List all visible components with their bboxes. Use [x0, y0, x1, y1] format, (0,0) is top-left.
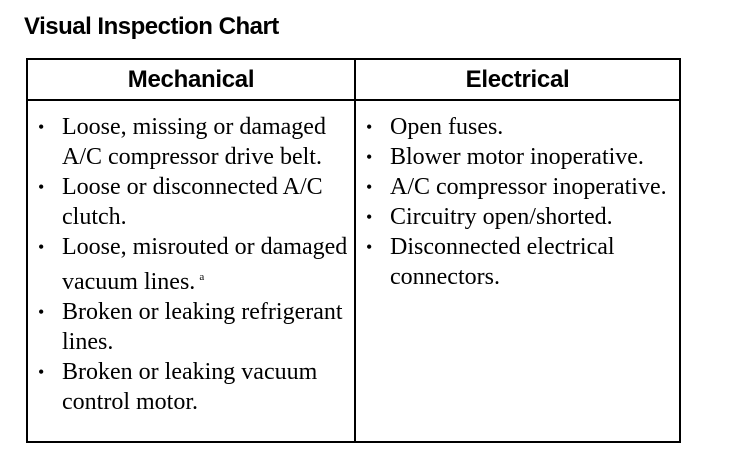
column-divider — [354, 60, 356, 441]
inspection-table — [26, 58, 681, 443]
list-item — [364, 142, 674, 172]
list-item-text: Disconnected electrical connectors. — [390, 234, 615, 290]
bullet-icon: • — [366, 207, 373, 227]
list-item — [36, 112, 352, 172]
list-item — [36, 232, 352, 297]
list-item-text: Blower motor inoperative. — [390, 144, 644, 170]
bullet-icon: • — [38, 117, 45, 137]
list-item — [36, 297, 352, 357]
bullet-icon: • — [366, 147, 373, 167]
bullet-icon: • — [366, 177, 373, 197]
list-item — [364, 172, 674, 202]
list-item — [364, 232, 674, 292]
list-item-text: Broken or leaking refrigerant lines. — [62, 299, 343, 355]
list-item — [36, 172, 352, 232]
header-mechanical: Mechanical — [127, 66, 255, 93]
bullet-icon: • — [38, 362, 45, 382]
chart-title: Visual Inspection Chart — [24, 13, 279, 40]
bullet-icon: • — [38, 237, 45, 257]
mechanical-list — [36, 112, 352, 417]
list-item-text: Open fuses. — [390, 114, 504, 140]
bullet-icon: • — [38, 177, 45, 197]
list-item-text: A/C compressor inoperative. — [390, 174, 667, 200]
footnote-mark: a — [199, 271, 205, 283]
list-item-text: Loose, missing or damaged A/C compressor drive belt. — [62, 114, 326, 170]
list-item — [36, 357, 352, 417]
list-item-text: Circuitry open/shorted. — [390, 204, 613, 230]
list-item-text: Loose, misrouted or damaged vacuum lines. — [62, 234, 348, 295]
header-electrical: Electrical — [465, 66, 570, 93]
list-item-text: Broken or leaking vacuum control motor. — [62, 359, 318, 415]
list-item — [364, 202, 674, 232]
bullet-icon: • — [38, 302, 45, 322]
bullet-icon: • — [366, 237, 373, 257]
bullet-icon: • — [366, 117, 373, 137]
list-item-text: Loose or disconnected A/C clutch. — [62, 174, 323, 230]
electrical-list — [364, 112, 674, 292]
list-item — [364, 112, 674, 142]
